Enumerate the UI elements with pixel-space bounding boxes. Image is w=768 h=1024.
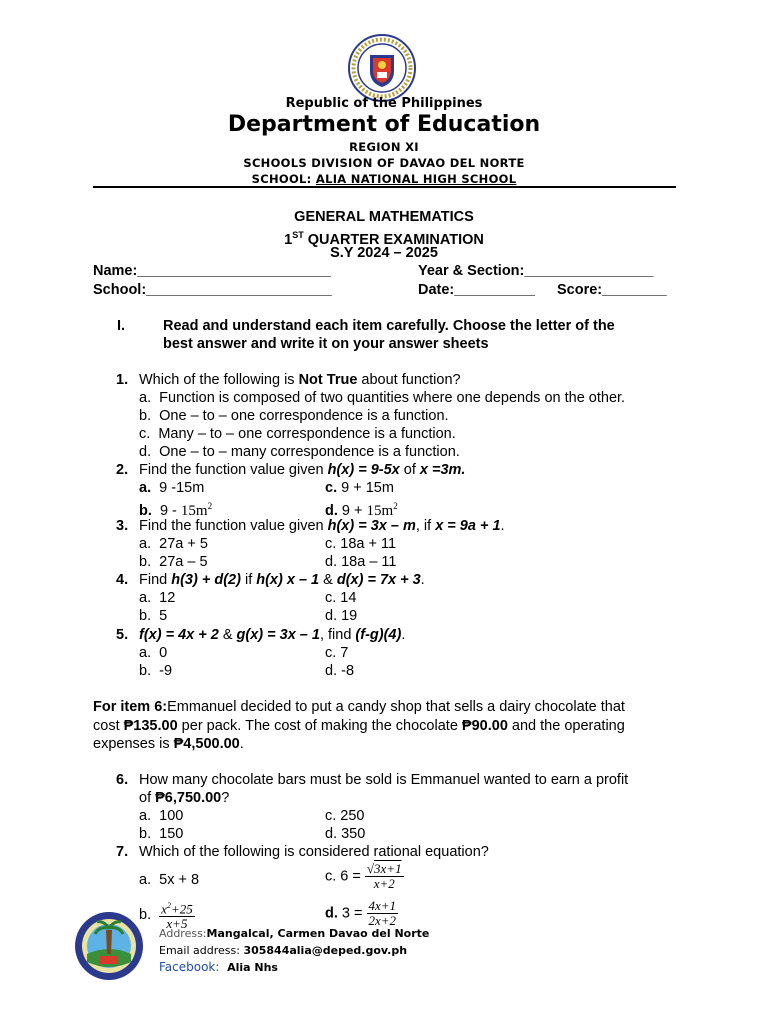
- q7-d-fraction: $\frac{4x+1}{2x+2}$: [368, 898, 397, 928]
- q1-option-a: a. Function is composed of two quantities where one depends on the other.: [139, 390, 626, 406]
- department-heading: Department of Education: [227, 112, 541, 137]
- region-heading: REGION XI: [349, 140, 419, 154]
- division-heading: SCHOOLS DIVISION OF DAVAO DEL NORTE: [243, 156, 525, 170]
- q2-stem: Find the function value given h(x) = 9-5x of x =3m.: [139, 462, 466, 478]
- item6-line-3: expenses is ₱4,500.00.: [93, 736, 244, 752]
- q7-stem: Which of the following is considered rational equation?: [139, 844, 489, 860]
- q7-option-d: d. 3 = $\frac{4x+1}{2x+2}$: [325, 898, 397, 928]
- republic-heading: Republic of the Philippines: [285, 96, 483, 111]
- instructions-numeral: I.: [117, 318, 126, 334]
- item6-line-2: cost ₱135.00 per pack. The cost of making the chocolate ₱90.00 and the operating: [93, 718, 625, 734]
- q7-option-a: a. 5x + 8: [139, 872, 200, 888]
- q2-option-d: d. $9 + 15m^2$: [325, 501, 398, 519]
- q6-stem-line-2: of ₱6,750.00?: [139, 790, 230, 806]
- footer-facebook[interactable]: Facebook: Alia Nhs: [159, 960, 278, 974]
- q6-stem-line-1: How many chocolate bars must be sold is Emmanuel wanted to earn a profit: [139, 772, 629, 788]
- footer-address: Address:Mangalcal, Carmen Davao del Norte: [159, 927, 430, 940]
- q5-number: 5.: [116, 627, 129, 643]
- school-name: ALIA NATIONAL HIGH SCHOOL: [315, 172, 517, 186]
- q3-number: 3.: [116, 518, 129, 534]
- footer-email[interactable]: Email address: 305844alia@deped.gov.ph: [159, 944, 408, 957]
- q7-number: 7.: [116, 844, 129, 860]
- q1-stem: Which of the following is Not True about function?: [139, 372, 461, 388]
- q5-option-c: c. 7: [325, 645, 349, 661]
- exam-quarter: 1ST QUARTER EXAMINATION: [284, 230, 484, 248]
- q2-option-c: c. 9 + 15m: [325, 480, 394, 496]
- q3-option-d: d. 18a – 11: [325, 554, 397, 570]
- q5-stem: f(x) = 4x + 2 & g(x) = 3x – 1, find (f-g)(4).: [139, 627, 406, 643]
- q7-b-fraction: $\frac{x^2+25}{x+5}$: [161, 901, 193, 932]
- school-heading: [0, 172, 768, 186]
- instructions-line-1: Read and understand each item carefully. Choose the letter of the: [163, 318, 615, 334]
- deped-seal-logo: [347, 33, 417, 103]
- q7-c-fraction: $\frac{√3x+1}{x+2}$: [366, 861, 402, 891]
- q7-option-c: c. 6 = $\frac{√3x+1}{x+2}$: [325, 861, 402, 891]
- q5-option-b: b. -9: [139, 663, 173, 679]
- q6-option-b: b. 150: [139, 826, 184, 842]
- exam-year: S.Y 2024 – 2025: [330, 245, 438, 261]
- q4-option-a: a. 12: [139, 590, 176, 606]
- q6-number: 6.: [116, 772, 129, 788]
- q2-number: 2.: [116, 462, 129, 478]
- q4-option-b: b. 5: [139, 608, 168, 624]
- q6-option-d: d. 350: [325, 826, 366, 842]
- header-rule: [93, 186, 676, 188]
- q1-option-c: c. Many – to – one correspondence is a function.: [139, 426, 456, 442]
- q3-stem: Find the function value given h(x) = 3x – m, if x = 9a + 1.: [139, 518, 505, 534]
- q6-option-a: a. 100: [139, 808, 184, 824]
- q6-option-c: c. 250: [325, 808, 365, 824]
- exam-subject: GENERAL MATHEMATICS: [294, 209, 474, 225]
- q4-number: 4.: [116, 572, 129, 588]
- q4-option-c: c. 14: [325, 590, 357, 606]
- school-field[interactable]: School:_______________________: [93, 282, 332, 298]
- q3-option-c: c. 18a + 11: [325, 536, 397, 552]
- name-field[interactable]: Name:________________________: [93, 263, 331, 279]
- q4-option-d: d. 19: [325, 608, 358, 624]
- q2-option-a: a. 9 -15m: [139, 480, 205, 496]
- q1-option-d: d. One – to – many correspondence is a function.: [139, 444, 460, 460]
- score-field[interactable]: Score:________: [557, 282, 667, 298]
- q3-option-a: a. 27a + 5: [139, 536, 208, 552]
- school-label: SCHOOL:: [251, 172, 312, 186]
- school-seal-logo: [73, 910, 145, 982]
- q1-option-b: b. One – to – one correspondence is a function.: [139, 408, 449, 424]
- date-field[interactable]: Date:__________: [418, 282, 535, 298]
- q5-option-a: a. 0: [139, 645, 168, 661]
- q3-option-b: b. 27a – 5: [139, 554, 208, 570]
- instructions-line-2: best answer and write it on your answer sheets: [163, 336, 489, 352]
- item6-line-1: For item 6:Emmanuel decided to put a candy shop that sells a dairy chocolate that: [93, 699, 625, 715]
- year-section-field[interactable]: Year & Section:________________: [418, 263, 654, 279]
- q2-option-b: b. $9 - 15m^2$: [139, 501, 213, 519]
- q7-option-b: b. $\frac{x^2+25}{x+5}$: [139, 901, 193, 932]
- q1-number: 1.: [116, 372, 129, 388]
- q4-stem: Find h(3) + d(2) if h(x) x – 1 & d(x) = 7x + 3.: [139, 572, 425, 588]
- q5-option-d: d. -8: [325, 663, 355, 679]
